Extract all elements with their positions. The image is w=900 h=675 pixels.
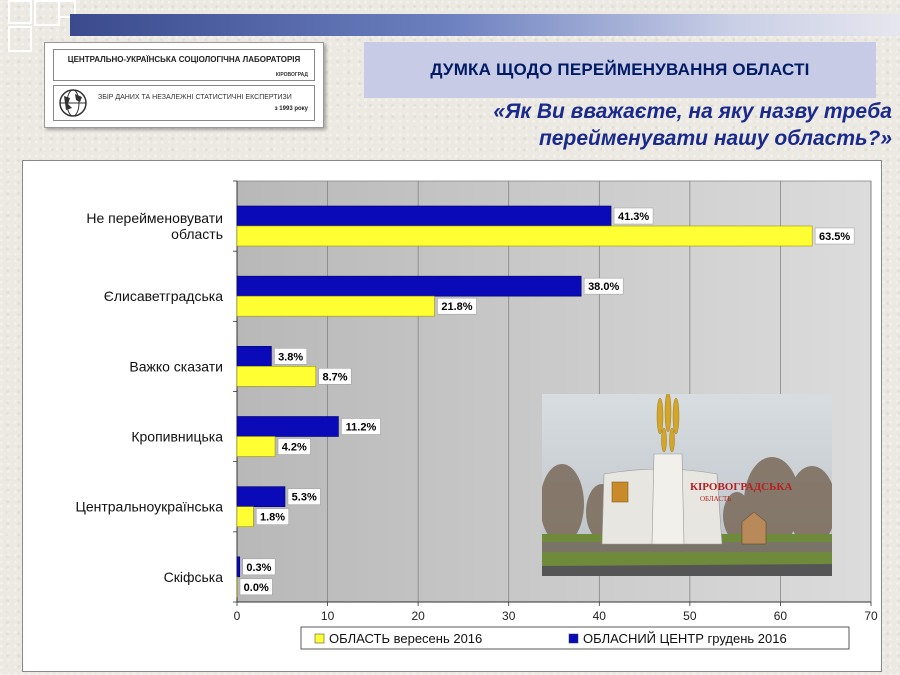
x-tick-label: 30 bbox=[502, 609, 516, 623]
data-label-oblast: 21.8% bbox=[441, 301, 473, 314]
bar-oblast bbox=[237, 437, 275, 457]
x-tick-label: 40 bbox=[592, 609, 606, 623]
x-tick-label: 20 bbox=[411, 609, 425, 623]
lab-name-box bbox=[53, 49, 315, 81]
data-label-obl-center: 38.0% bbox=[588, 281, 620, 294]
top-decorative-band bbox=[70, 14, 900, 36]
category-label: область bbox=[171, 226, 223, 242]
category-label: Скіфська bbox=[163, 568, 223, 585]
data-label-oblast: 0.0% bbox=[243, 581, 269, 594]
bar-obl-center bbox=[237, 487, 285, 507]
survey-question bbox=[370, 98, 892, 152]
lab-since: з 1993 року bbox=[274, 106, 308, 112]
bar-obl-center bbox=[237, 346, 271, 366]
lab-city: КІРОВОГРАД bbox=[275, 72, 308, 78]
bar-obl-center bbox=[237, 206, 611, 226]
bar-oblast bbox=[237, 296, 434, 316]
lab-logo-panel bbox=[44, 42, 324, 128]
legend-swatch bbox=[569, 634, 578, 643]
data-label-oblast: 8.7% bbox=[322, 371, 348, 384]
category-label: Важко сказати bbox=[129, 358, 223, 375]
lab-subtitle-box bbox=[53, 85, 315, 121]
x-tick-label: 60 bbox=[773, 609, 788, 623]
question-line-2: перейменувати нашу область?» bbox=[538, 127, 892, 150]
category-label: Кропивницька bbox=[131, 428, 223, 445]
category-label: Не перейменовувати bbox=[86, 210, 223, 226]
x-tick-label: 50 bbox=[683, 609, 697, 623]
data-label-obl-center: 0.3% bbox=[246, 561, 272, 574]
category-label: Єлисаветградська bbox=[103, 288, 223, 305]
bar-oblast bbox=[237, 226, 812, 246]
bar-oblast bbox=[237, 366, 316, 386]
sign-text-2: ОБЛАСТЬ bbox=[700, 495, 732, 503]
data-label-oblast: 1.8% bbox=[259, 511, 286, 524]
question-line-1: «Як Ви вважаєте, на яку назву треба bbox=[493, 100, 892, 123]
lab-name: ЦЕНТРАЛЬНО-УКРАЇНСЬКА СОЦІОЛОГІЧНА ЛАБОРАТОРІЯ bbox=[67, 55, 301, 64]
lab-subtitle: ЗБІР ДАНИХ ТА НЕЗАЛЕЖНІ СТАТИСТИЧНІ ЕКСПЕРТИЗИ bbox=[98, 94, 292, 101]
title-banner bbox=[364, 42, 876, 98]
bar-obl-center bbox=[237, 276, 581, 296]
legend-label: ОБЛАСНИЙ ЦЕНТР грудень 2016 bbox=[583, 631, 787, 646]
data-label-oblast: 63.5% bbox=[819, 231, 851, 243]
data-label-obl-center: 11.2% bbox=[345, 421, 377, 434]
data-label-obl-center: 3.8% bbox=[278, 351, 304, 364]
x-tick-label: 0 bbox=[233, 609, 241, 623]
legend-swatch bbox=[315, 634, 324, 643]
category-label: Центральноукраїнська bbox=[75, 498, 223, 515]
bar-oblast bbox=[237, 507, 253, 527]
bar-obl-center bbox=[237, 417, 338, 437]
data-label-obl-center: 5.3% bbox=[291, 491, 317, 504]
x-tick-label: 10 bbox=[320, 609, 335, 623]
sign-text-1: КІРОВОГРАДСЬКА bbox=[690, 481, 793, 493]
road-sign-photo bbox=[542, 394, 832, 576]
data-label-obl-center: 41.3% bbox=[617, 211, 650, 223]
data-label-oblast: 4.2% bbox=[281, 441, 307, 454]
x-tick-label: 70 bbox=[864, 609, 878, 623]
globe-icon bbox=[58, 88, 88, 118]
bar-obl-center bbox=[237, 557, 240, 577]
page-title: ДУМКА ЩОДО ПЕРЕЙМЕНУВАННЯ ОБЛАСТІ bbox=[430, 60, 810, 79]
legend-label: ОБЛАСТЬ вересень 2016 bbox=[329, 631, 483, 646]
